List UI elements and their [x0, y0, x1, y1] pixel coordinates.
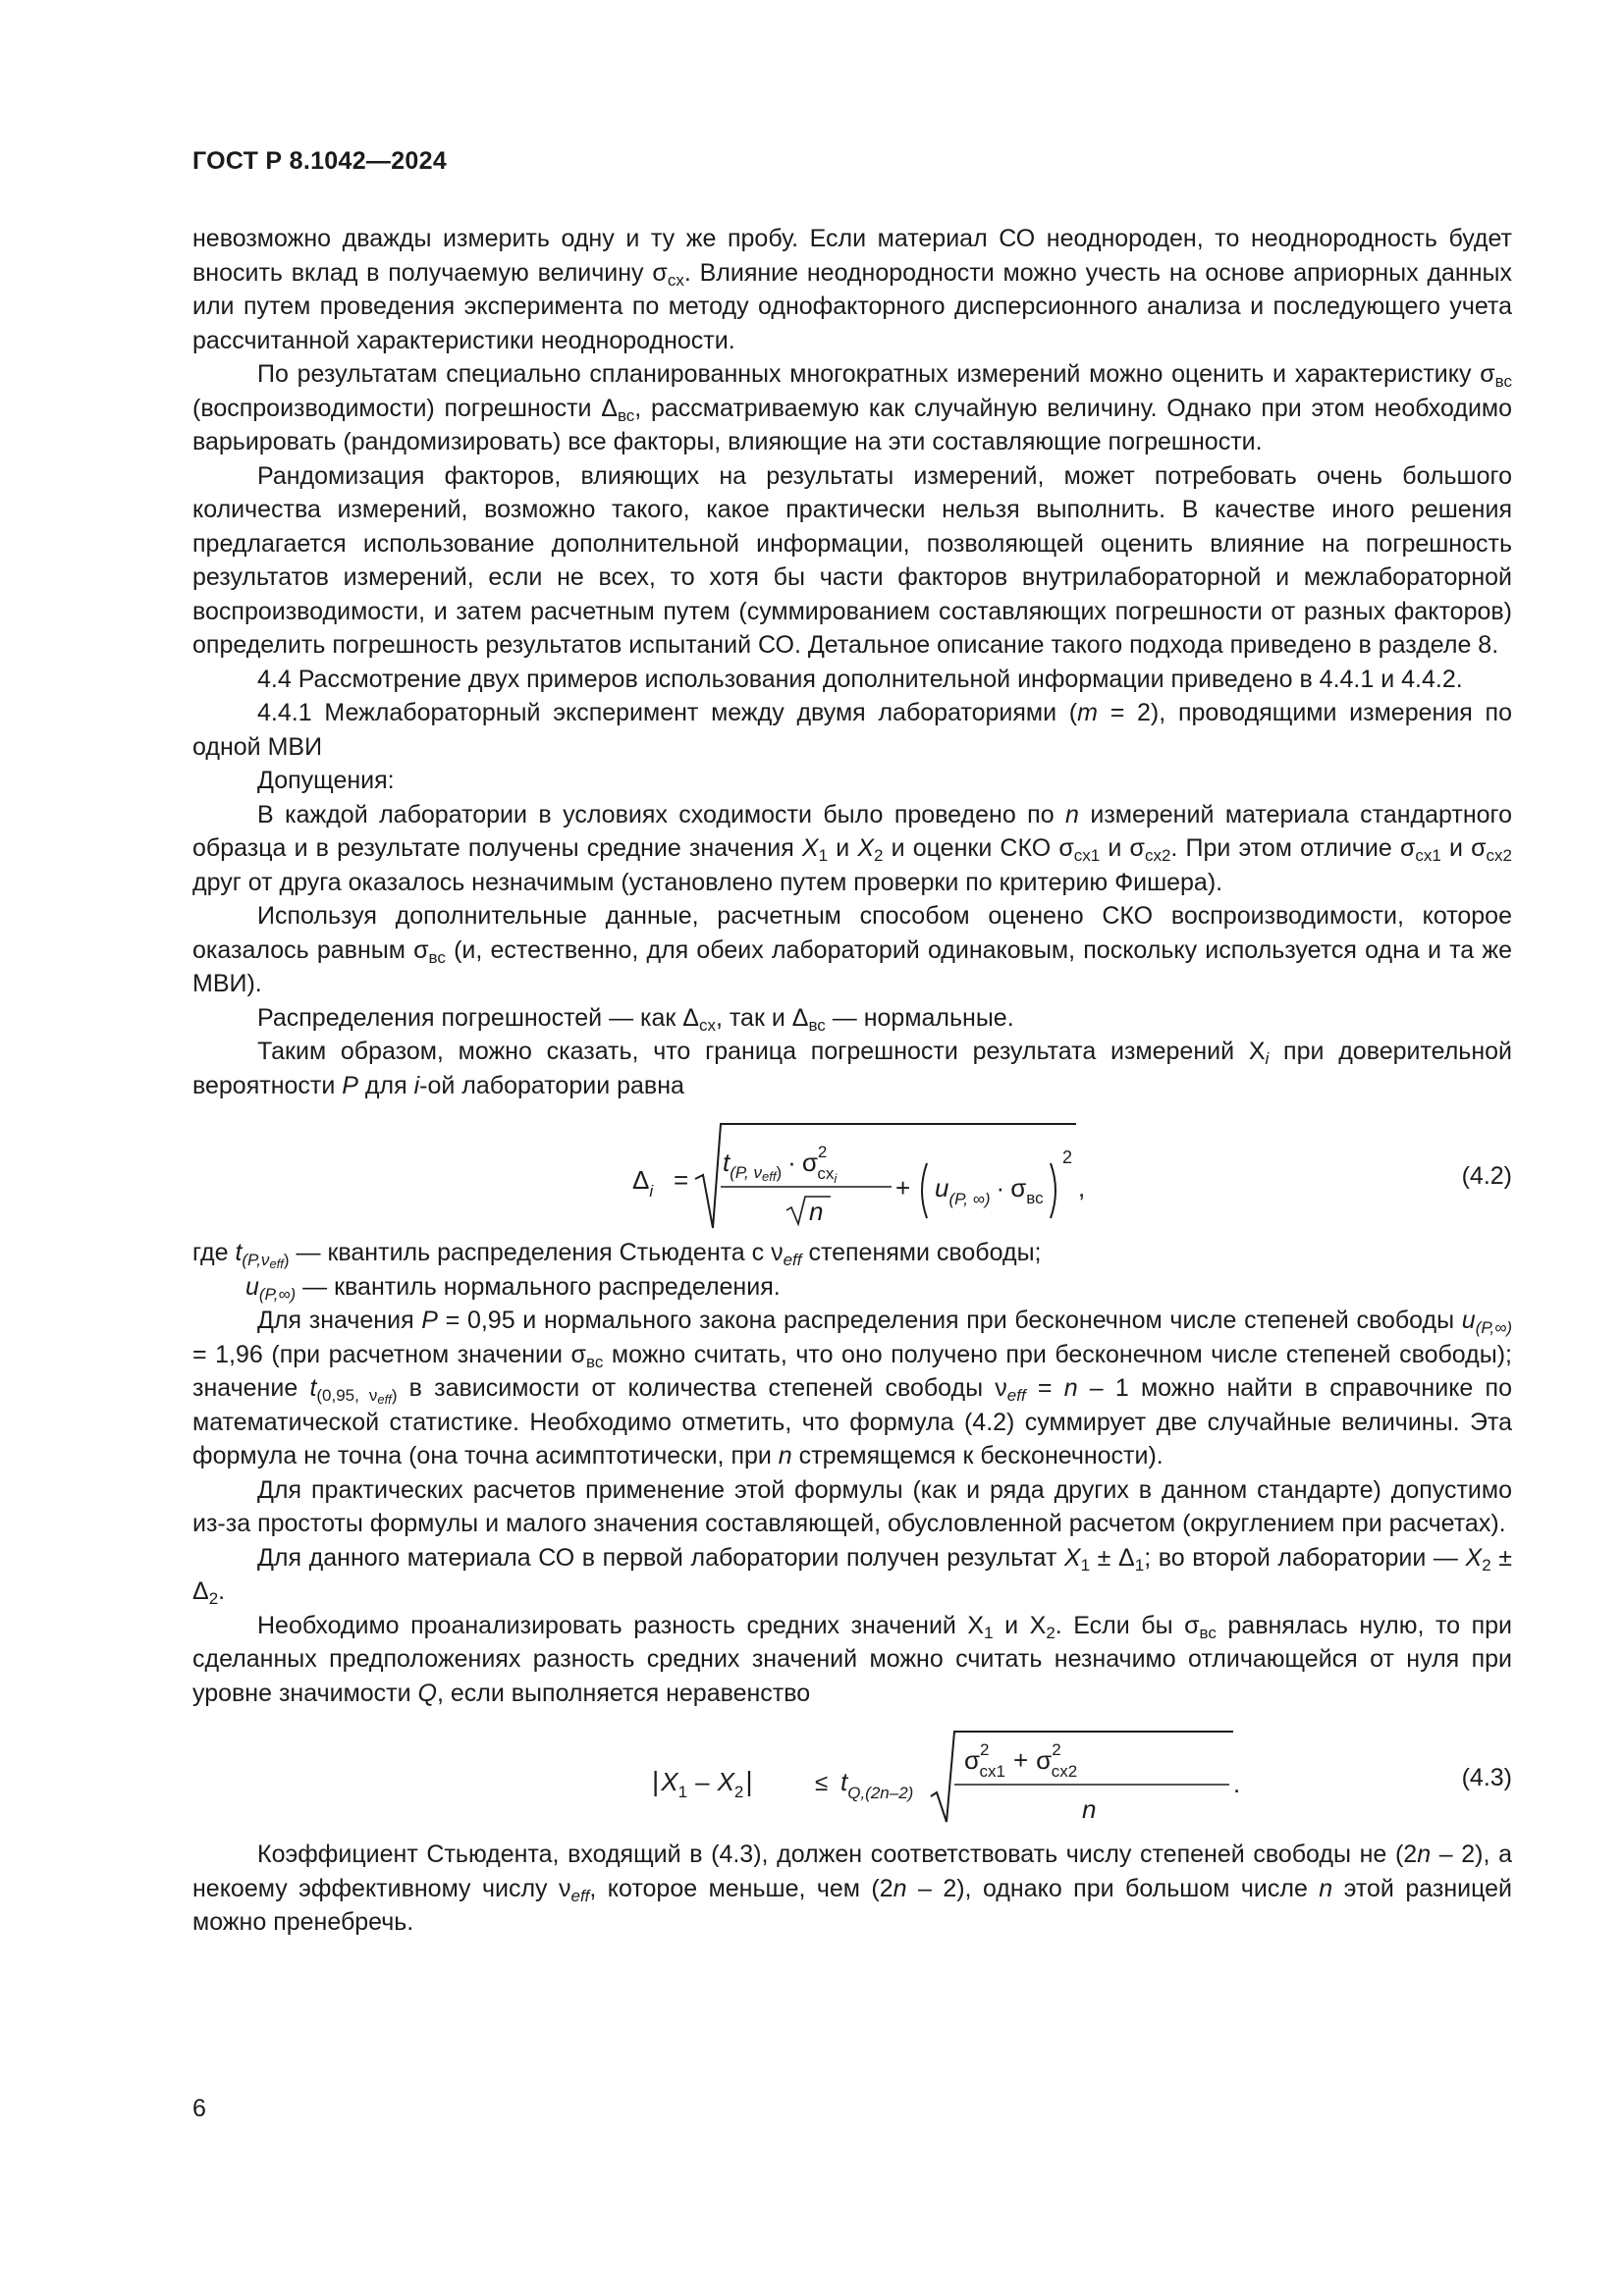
left-paren	[922, 1163, 927, 1218]
formula-abs-diff: $|X_1 - X_2|$	[652, 1766, 753, 1801]
formula-numerator: $t_{(P, \nu}eff) \cdot \sigma^2$ схi	[723, 1143, 838, 1186]
equation-number: (4.3)	[1461, 1764, 1512, 1791]
formula-exponent: 2	[1062, 1148, 1073, 1167]
formula-4-3	[192, 1720, 1512, 1834]
page-number: 6	[192, 2095, 206, 2122]
right-paren	[1051, 1163, 1056, 1218]
formula-denominator-n: n	[809, 1197, 824, 1226]
formula-u-term: $u_{(P, \infty)} \cdot \sigma_{вс}$	[935, 1173, 1044, 1208]
formula-denominator-n: n	[1082, 1794, 1097, 1824]
paragraph: Для значения P = 0,95 и нормального закона распределения при бесконечном числе степеней свободы $u_{(P,\infty)} = 1,96$ (при расчетном значении $\sigma_{вс}$ можно считать, что оно получено при бесконечном числе степеней свободы); значение $t_{(0,95, \nu_{eff})}$ в зависимости от количества степеней свободы $\nu_{eff} = n - 1$ можно найти в справочнике по математической статистике. Необходимо отметить, что формула (4.2) суммирует две случайные величины. Эта формула не точна (она точна асимптотически, при n стремящемся к бесконечности).	[192, 1307, 1512, 1469]
section-heading: 4.4.1 Межлабораторный эксперимент между двумя лабораториями (m = 2), проводящими измерения по одной МВИ	[192, 699, 1512, 761]
paragraph: Допущения:	[257, 767, 395, 794]
formula-period: .	[1233, 1769, 1241, 1798]
page-header-doc-id: ГОСТ Р 8.1042—2024	[192, 147, 448, 175]
document-body	[192, 222, 1512, 1940]
formula-le-sign: ≤	[815, 1770, 829, 1796]
formula-comma: ,	[1078, 1173, 1086, 1202]
paragraph: Для данного материала СО в первой лаборатории получен результат $X_1 \pm \Delta_1$; во второй лаборатории — $X_2 \pm \Delta_2$.	[192, 1543, 1512, 1608]
paragraph: Таким образом, можно сказать, что граница погрешности результата измерений $X_i$ при доверительной вероятности P для i-ой лаборатории равна	[192, 1038, 1513, 1099]
formula-numerator: $\sigma^2$ $сх1 + \sigma^2$ сх2	[964, 1740, 1078, 1781]
formula-t-coef: $t_{Q,(2n-2)}$	[840, 1767, 914, 1802]
formula-4-2-graphic	[192, 1112, 1512, 1234]
paragraph: 4.4 Рассмотрение двух примеров использования дополнительной информации приведено в 4.4.1 и 4.4.2.	[257, 665, 1463, 693]
formula-4-2	[192, 1112, 1512, 1234]
paragraph: Рандомизация факторов, влияющих на результаты измерений, может потребовать очень большого количества измерений, возможно такого, какое практически нельзя выполнить. В качестве иного решения предлагается использование дополнительной информации, позволяющей оценить влияние на погрешность результатов измерений, если не всех, то хотя бы части факторов внутрилабораторной и межлабораторной воспроизводимости, и затем расчетным путем (суммированием составляющих погрешности от разных факторов) определить погрешность результатов испытаний СО. Детальное описание такого подхода приведено в разделе 8.	[192, 461, 1512, 659]
where-line: где $t_{(P,\nu_{eff})}$ — квантиль распределения Стьюдента с $\nu_{eff}$ степенями свободы;	[192, 1239, 1042, 1271]
paragraph: Коэффициент Стьюдента, входящий в (4.3), должен соответствовать числу степеней свободы не (2n – 2), а некоему эффективному числу $\nu_{eff}$, которое меньше, чем (2n – 2), однако при большом числе n этой разницей можно пренебречь.	[192, 1841, 1512, 1936]
paragraph: Используя дополнительные данные, расчетным способом оценено СКО воспроизводимости, которое оказалось равным $\sigma_{вс}$ (и, естественно, для обеих лабораторий одинаковым, поскольку используется одна и та же МВИ).	[192, 902, 1512, 997]
formula-lhs: $\Delta_i$	[632, 1165, 654, 1201]
equation-number: (4.2)	[1461, 1162, 1512, 1190]
formula-plus: +	[895, 1173, 911, 1202]
paragraph: В каждой лаборатории в условиях сходимости было проведено по n измерений материала стандартного образца и в результате получены средние значения $X_1$ и $X_2$ и оценки СКО $\sigma_{сх1}$ и $\sigma_{сх2}$. При этом отличие $\sigma_{сх1}$ и $\sigma_{сх2}$ друг от друга оказалось незначимым (установлено путем проверки по критерию Фишера).	[192, 800, 1513, 896]
paragraph: Распределения погрешностей — как $\Delta_{сх}$, так и $\Delta_{вс}$ — нормальные.	[257, 1003, 1014, 1035]
where-line: $u_{(P,\infty)}$ — квантиль нормального распределения.	[245, 1272, 781, 1304]
paragraph: невозможно дважды измерить одну и ту же пробу. Если материал СО неоднороден, то неоднородность будет вносить вклад в получаемую величину $\sigma_{сх}$. Влияние неоднородности можно учесть на основе априорных данных или путем проведения эксперимента по методу однофакторного дисперсионного анализа и последующего учета рассчитанной характеристики неоднородности.	[192, 225, 1513, 354]
paragraph: По результатам специально спланированных многократных измерений можно оценить и характеристику $\sigma_{вс}$ (воспроизводимости) погрешности $\Delta_{вс}$, рассматриваемую как случайную величину. Однако при этом необходимо варьировать (рандомизировать) все факторы, влияющие на эти составляющие погрешности.	[192, 360, 1512, 455]
formula-4-3-graphic	[192, 1720, 1512, 1834]
formula-eq-sign: =	[674, 1165, 689, 1195]
paragraph: Для практических расчетов применение этой формулы (как и ряда других в данном стандарте) допустимо из-за простоты формулы и малого значения составляющей, обусловленной расчетом (округлением при расчетах).	[192, 1475, 1512, 1537]
paragraph: Необходимо проанализировать разность средних значений $X_1$ и $X_2$. Если бы $\sigma_{вс}$ равнялась нулю, то при сделанных предположениях разность средних значений можно считать незначимо отличающейся от нуля при уровне значимости Q, если выполняется неравенство	[192, 1611, 1512, 1707]
